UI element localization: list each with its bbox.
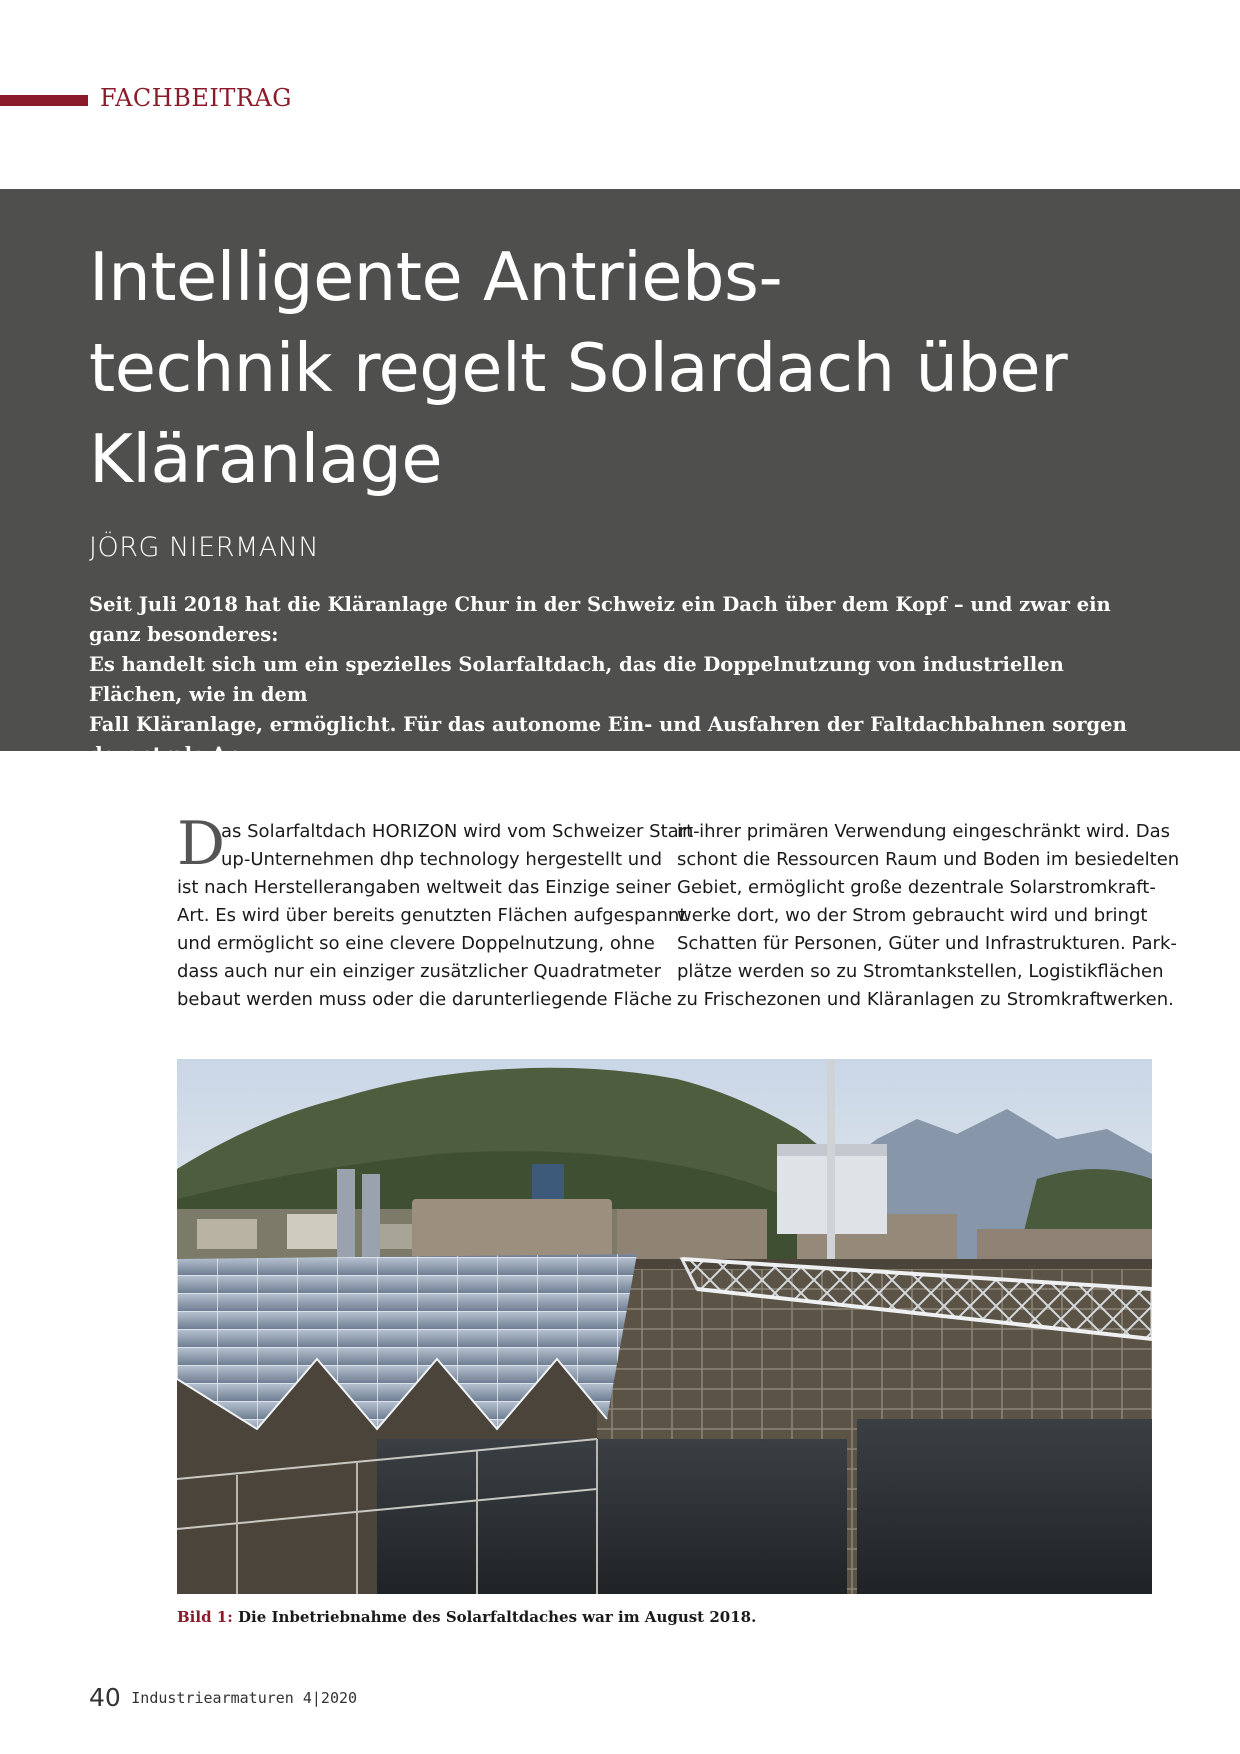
body-line: plätze werden so zu Stromtankstellen, Logistikflächen	[677, 961, 1164, 982]
lead-line: Seit Juli 2018 hat die Kläranlage Chur in der Schweiz ein Dach über dem Kopf – und zwar ein ganz besonderes:	[89, 593, 1111, 646]
body-line: dass auch nur ein einziger zusätzlicher Quadratmeter	[177, 961, 662, 982]
body-line: Gebiet, ermöglicht große dezentrale Solarstromkraft-	[677, 877, 1156, 898]
article-author: JÖRG NIERMANN	[89, 532, 320, 563]
section-label: FACHBEITRAG	[100, 84, 292, 112]
caption-text: Die Inbetriebnahme des Solarfaltdaches war im August 2018.	[232, 1608, 757, 1626]
title-line: Intelligente Antriebs-	[89, 238, 783, 316]
lead-line: triebseinheiten von NORD DRIVESYSTEMS.	[89, 773, 569, 796]
dropcap: D	[177, 809, 226, 879]
article-lead	[89, 590, 1154, 800]
solar-roof-photo	[177, 1059, 1152, 1594]
lead-line: Fall Kläranlage, ermöglicht. Für das autonome Ein- und Ausfahren der Faltdachbahnen sorgen dezentrale An-	[89, 713, 1127, 766]
journal-name: Industriearmaturen 4|2020	[131, 1688, 358, 1707]
body-line: Art. Es wird über bereits genutzten Flächen aufgespannt	[177, 905, 687, 926]
page-number: 40	[89, 1683, 121, 1712]
figure-caption	[177, 1608, 756, 1626]
body-line: bebaut werden muss oder die darunterliegende Fläche	[177, 989, 673, 1010]
body-line: as Solarfaltdach HORIZON wird vom Schweizer Start-	[221, 821, 700, 842]
lead-line: Es handelt sich um ein spezielles Solarfaltdach, das die Doppelnutzung von industriellen Flächen, wie in dem	[89, 653, 1064, 706]
body-line: in ihrer primären Verwendung eingeschränkt wird. Das	[677, 821, 1170, 842]
body-line: up-Unternehmen dhp technology hergestellt und	[221, 849, 663, 870]
body-line: werke dort, wo der Strom gebraucht wird und bringt	[677, 905, 1148, 926]
section-accent-bar	[0, 95, 88, 106]
caption-label: Bild 1:	[177, 1608, 233, 1626]
body-line: und ermöglicht so eine clevere Doppelnutzung, ohne	[177, 933, 655, 954]
page-footer	[89, 1683, 357, 1712]
title-line: technik regelt Solardach über	[89, 329, 1068, 407]
body-line: Schatten für Personen, Güter und Infrastrukturen. Park-	[677, 933, 1177, 954]
body-line: ist nach Herstellerangaben weltweit das Einzige seiner	[177, 877, 671, 898]
body-column-left	[177, 809, 700, 1014]
title-line: Kläranlage	[89, 420, 443, 498]
article-title	[89, 232, 1189, 505]
body-line: zu Frischezonen und Kläranlagen zu Stromkraftwerken.	[677, 989, 1174, 1010]
body-column-right	[677, 818, 1180, 1014]
body-line: schont die Ressourcen Raum und Boden im besiedelten	[677, 849, 1180, 870]
